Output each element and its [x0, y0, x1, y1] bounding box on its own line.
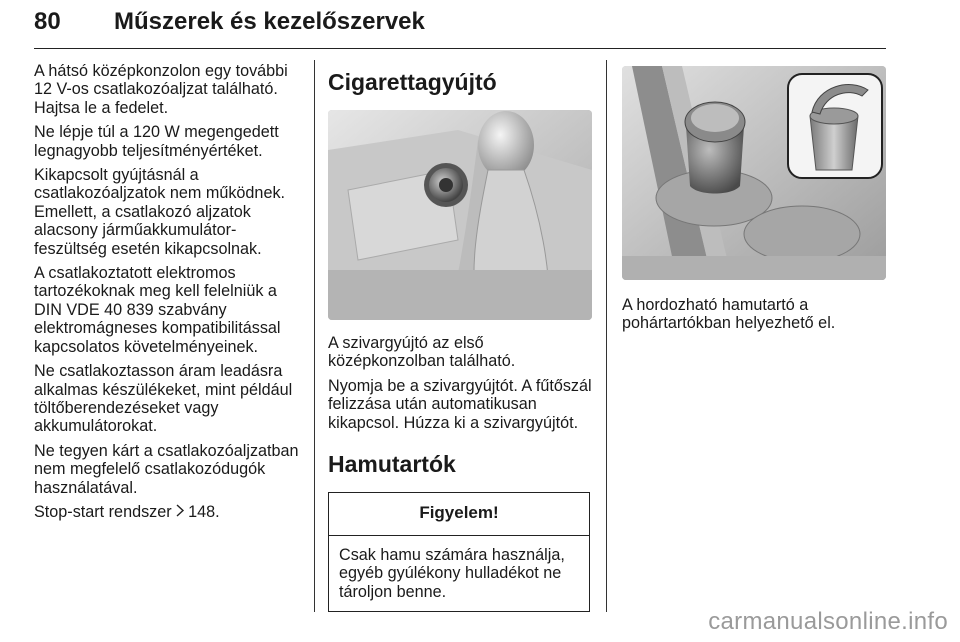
page-reference-arrow-icon [176, 503, 185, 521]
column-divider [314, 60, 315, 612]
paragraph: A hátsó középkonzolon egy további 12 V-os csatlakozóaljzat található. Hajtsa le a fedelet. [34, 62, 288, 117]
portable-ashtray-image [622, 66, 886, 280]
column-divider [606, 60, 607, 612]
paragraph: A szivargyújtó az első középkonzolban található. [328, 334, 516, 371]
page-number: 80 [34, 8, 61, 35]
column-right [622, 62, 888, 339]
paragraph: Ne tegyen kárt a csatlakozóaljzatban nem megfelelő csatlakozódugók használatával. [34, 441, 299, 497]
column-left [34, 62, 306, 527]
page-header [34, 4, 886, 49]
image-caption: A hordozható hamutartó a pohártartókban helyezhető el. [622, 296, 836, 333]
warning-title: Figyelem! [329, 493, 589, 536]
paragraph: Kikapcsolt gyújtásnál a csatlakozóaljzatok nem működnek. Emellett, a csatlakozó aljzatok alacsony járműakkumulátor-feszültség esetén kikapcsolnak. [34, 166, 286, 258]
column-middle [328, 62, 594, 612]
warning-text: Csak hamu számára használja, egyéb gyúlékony hulladékot ne tároljon benne. [339, 546, 565, 601]
section-heading-cigarette-lighter: Cigarettagyújtó [328, 69, 497, 95]
cross-reference[interactable] [34, 503, 306, 521]
cross-reference-label: Stop-start rendszer [34, 502, 172, 521]
cigarette-lighter-image [328, 110, 592, 320]
cross-reference-page: 148. [188, 502, 220, 521]
watermark: carmanualsonline.info [708, 608, 948, 635]
paragraph: Nyomja be a szivargyújtót. A fűtőszál felizzása után automatikusan kikapcsol. Húzza ki a szivargyújtót. [328, 376, 592, 432]
warning-box [328, 492, 590, 612]
paragraph: A csatlakoztatott elektromos tartozékoknak meg kell felelniük a DIN VDE 40 839 szabvány elektromágneses kompatibilitással kapcsolatos követelményeinek. [34, 264, 281, 356]
section-heading-ashtrays: Hamutartók [328, 451, 456, 478]
paragraph: Ne csatlakoztasson áram leadásra alkalmas készülékeket, mint például töltőberendezéseket vagy akkumulátorokat. [34, 362, 293, 436]
chapter-title: Műszerek és kezelőszervek [114, 8, 425, 35]
paragraph: Ne lépje túl a 120 W megengedett legnagyobb teljesítményértéket. [34, 123, 279, 160]
